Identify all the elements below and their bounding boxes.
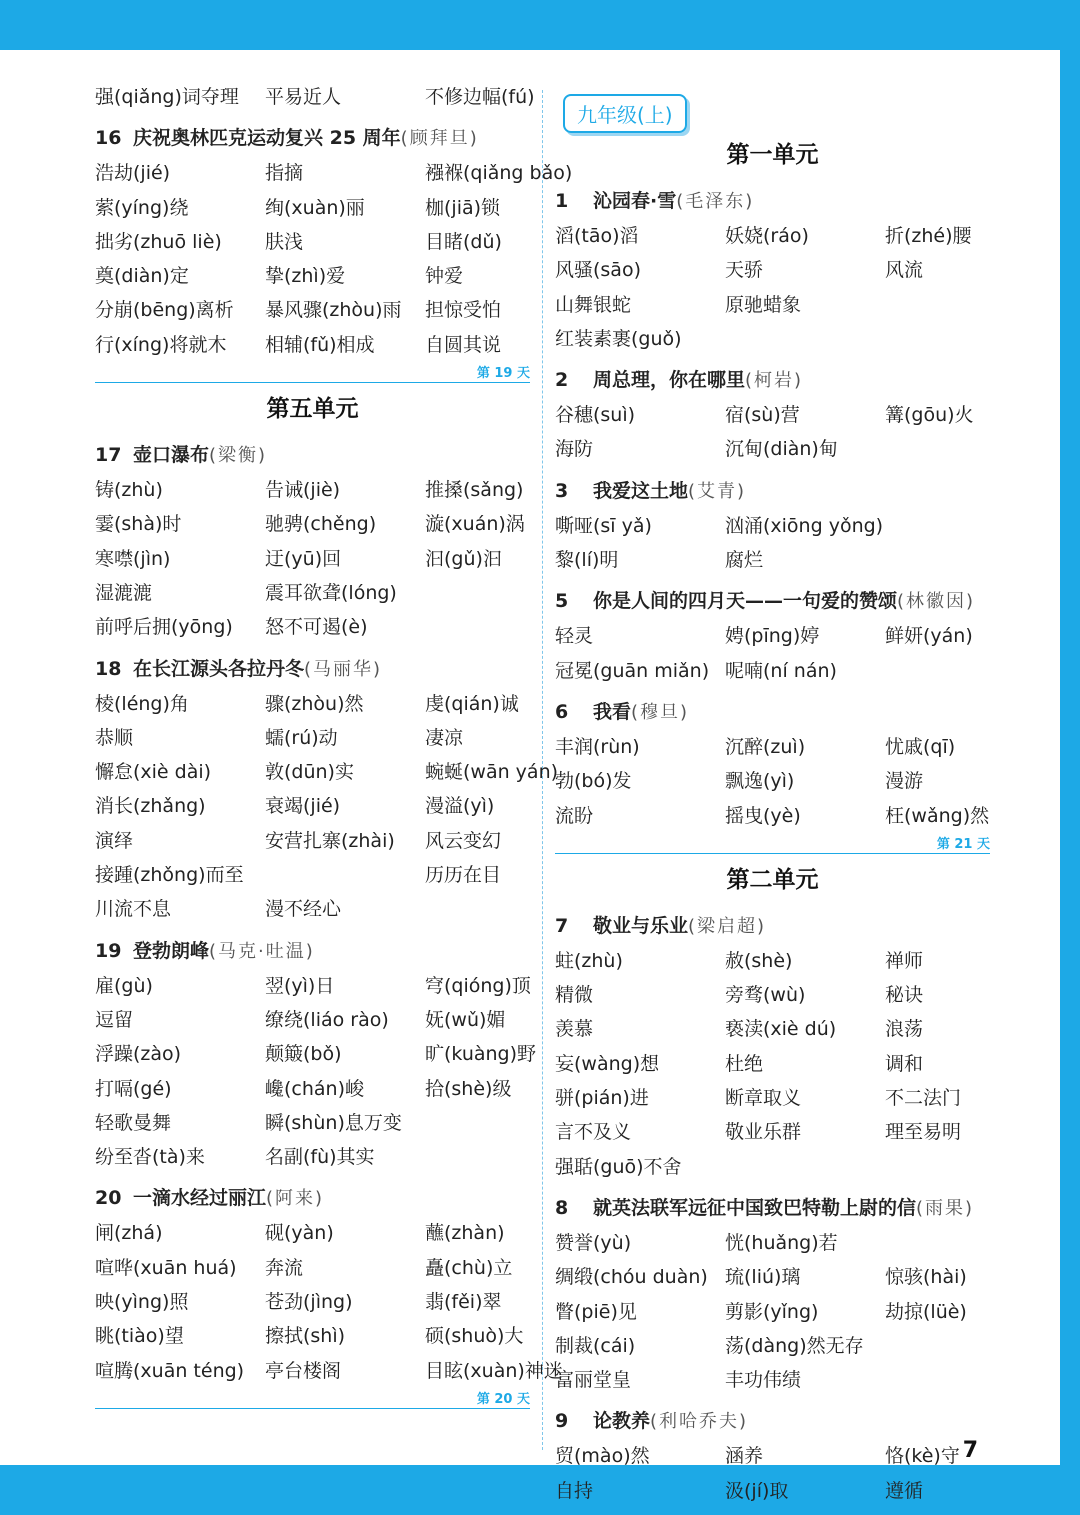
vocab-row <box>555 1150 990 1184</box>
vocab-row <box>95 610 530 644</box>
vocab-row <box>95 858 530 892</box>
vocab-word: 篝(gōu)火 <box>885 404 974 427</box>
vocab-word: 红装素裹(guǒ) <box>555 327 682 350</box>
vocab-word: 翡(fěi)翠 <box>425 1291 502 1314</box>
lesson-name: 沁园春·雪 <box>593 190 677 212</box>
vocab-row <box>555 978 990 1012</box>
vocab-row <box>555 509 990 543</box>
lesson-title <box>555 183 990 219</box>
vocab-row <box>95 755 559 789</box>
vocab-word: 怒不可遏(è) <box>265 616 368 639</box>
vocab-row <box>95 80 535 114</box>
vocab-word: 娉(pīng)婷 <box>725 625 820 648</box>
vocab-word: 虔(qián)诚 <box>425 692 519 715</box>
lesson-title <box>555 583 990 619</box>
vocab-word: 纷至沓(tà)来 <box>95 1146 205 1169</box>
vocab-row <box>95 293 530 327</box>
lesson-author: (马丽华) <box>304 658 383 680</box>
lesson-number: 16 <box>95 127 122 150</box>
lesson-number: 17 <box>95 444 122 467</box>
vocab-word: 擦拭(shì) <box>265 1325 346 1348</box>
lesson-title <box>555 1190 990 1226</box>
vocab-word: 汩(gǔ)汩 <box>425 547 502 570</box>
vocab-word <box>885 322 990 356</box>
vocab-word: 迂(yū)回 <box>265 547 342 570</box>
vocab-word: 黎(lí)明 <box>555 549 619 572</box>
vocab-word: 闸(zhá) <box>95 1222 163 1245</box>
page-number: 7 <box>962 1438 978 1463</box>
vocab-word: 棱(léng)角 <box>95 692 189 715</box>
vocab-word: 懈怠(xiè dài) <box>95 761 212 784</box>
vocab-word: 亭台楼阁 <box>265 1359 342 1382</box>
vocab-row <box>95 1354 563 1388</box>
vocab-word: 汹涌(xiōng yǒng) <box>725 514 884 537</box>
vocab-word: 铸(zhù) <box>95 479 163 502</box>
vocab-word: 矗(chù)立 <box>425 1256 513 1279</box>
vocab-word: 绸缎(chóu duàn) <box>555 1266 708 1289</box>
vocab-word: 穹(qióng)顶 <box>425 974 531 997</box>
vocab-row <box>95 1216 530 1250</box>
vocab-row <box>95 156 573 190</box>
vocab-word: 驰骋(chěng) <box>265 513 377 536</box>
vocab-word: 恍(huǎng)若 <box>725 1231 838 1254</box>
vocab-word: 漫溢(yì) <box>425 795 495 818</box>
vocab-row <box>555 543 990 577</box>
vocab-row <box>95 1319 530 1353</box>
vocab-word: 敦(dūn)实 <box>265 761 354 784</box>
vocab-row <box>555 1329 990 1363</box>
vocab-row <box>95 1106 530 1140</box>
vocab-word: 担惊受怕 <box>425 299 502 322</box>
vocab-word: 蜿蜒(wān yán) <box>425 761 559 784</box>
vocab-word: 海防 <box>555 438 594 461</box>
vocab-word <box>265 858 425 892</box>
vocab-word: 沉醉(zuì) <box>725 735 806 758</box>
vocab-word: 旁骛(wù) <box>725 984 806 1007</box>
vocab-word: 妩(wǔ)媚 <box>425 1008 506 1031</box>
lesson-name: 庆祝奥林匹克运动复兴 25 周年 <box>133 127 401 150</box>
lesson-number: 19 <box>95 939 122 962</box>
vocab-word: 漫游 <box>885 770 924 793</box>
vocab-word: 亵渎(xiè dú) <box>725 1018 837 1041</box>
vocab-row <box>555 764 990 798</box>
vocab-word: 漫不经心 <box>265 898 342 921</box>
vocab-row <box>555 1439 990 1473</box>
vocab-word: 襁褓(qiǎng bǎo) <box>425 162 573 185</box>
vocab-word: 原驰蜡象 <box>725 293 802 316</box>
day-label: 第 21 天 <box>936 836 990 852</box>
vocab-word: 砚(yàn) <box>265 1222 334 1245</box>
lesson-author: (雨果) <box>916 1197 975 1219</box>
vocab-word: 自持 <box>555 1479 594 1502</box>
vocab-word: 贸(mào)然 <box>555 1445 650 1468</box>
vocab-word: 湿漉漉 <box>95 581 153 604</box>
lesson-title <box>95 933 530 969</box>
vocab-word: 敬业乐群 <box>725 1121 802 1144</box>
vocab-row <box>555 1047 990 1081</box>
vocab-word: 震耳欲聋(lóng) <box>265 581 397 604</box>
vocab-row <box>95 473 530 507</box>
vocab-word: 风云变幻 <box>425 829 502 852</box>
vocab-word <box>885 288 990 322</box>
vocab-word: 呢喃(ní nán) <box>725 659 837 682</box>
vocab-word: 惊骇(hài) <box>885 1266 967 1289</box>
vocab-word: 接踵(zhǒng)而至 <box>95 864 244 887</box>
vocab-word: 丰润(rùn) <box>555 735 640 758</box>
vocab-word: 遵循 <box>885 1479 924 1502</box>
vocab-row <box>555 1474 990 1508</box>
vocab-word: 瞬(shùn)息万变 <box>265 1111 402 1134</box>
vocab-row <box>555 1363 990 1397</box>
vocab-word: 骈(pián)进 <box>555 1087 649 1110</box>
lesson-title <box>95 651 530 687</box>
vocab-row <box>555 654 990 688</box>
vocab-word: 蛀(zhù) <box>555 949 623 972</box>
vocab-word: 历历在目 <box>425 864 502 887</box>
vocab-word: 暴风骤(zhòu)雨 <box>265 299 402 322</box>
vocab-word: 断章取义 <box>725 1087 802 1110</box>
lesson-author: (艾青) <box>688 480 747 502</box>
vocab-word <box>885 509 990 543</box>
vocab-row <box>555 432 990 466</box>
vocab-word: 汲(jí)取 <box>725 1479 789 1502</box>
vocab-word: 丰功伟绩 <box>725 1369 802 1392</box>
vocab-word: 霎(shà)时 <box>95 513 182 536</box>
lesson-name: 一滴水经过丽江 <box>133 1187 267 1210</box>
vocab-word: 目睹(dǔ) <box>425 230 502 253</box>
vocab-word: 浩劫(jié) <box>95 162 171 185</box>
vocab-word: 名副(fù)其实 <box>265 1146 375 1169</box>
vocab-word: 缭绕(liáo rào) <box>265 1008 389 1031</box>
vocab-word: 自圆其说 <box>425 333 502 356</box>
vocab-row <box>95 1285 530 1319</box>
vocab-word: 雇(gù) <box>95 974 153 997</box>
vocab-word <box>425 1106 530 1140</box>
vocab-word <box>885 543 990 577</box>
vocab-word: 涵养 <box>725 1445 764 1468</box>
day-label: 第 20 天 <box>476 1391 530 1407</box>
lesson-title <box>555 362 990 398</box>
vocab-row <box>555 1012 990 1046</box>
vocab-word: 打嗝(gé) <box>95 1077 172 1100</box>
lesson-author: (顾拜旦) <box>400 128 479 150</box>
vocab-word: 秘诀 <box>885 984 924 1007</box>
vocab-word: 衰竭(jié) <box>265 795 341 818</box>
vocab-word: 寒噤(jìn) <box>95 547 171 570</box>
vocab-word <box>885 1363 990 1397</box>
vocab-word: 荡(dàng)然无存 <box>725 1334 864 1357</box>
vocab-word: 劫掠(lüè) <box>885 1300 967 1323</box>
lesson-name: 壶口瀑布 <box>133 444 210 467</box>
vocab-row <box>95 1003 530 1037</box>
vocab-word <box>425 892 530 926</box>
vocab-word: 天骄 <box>725 259 764 282</box>
vocab-row <box>555 219 990 253</box>
vocab-row <box>555 253 990 287</box>
vocab-row <box>95 259 530 293</box>
day-marker <box>95 362 530 383</box>
lesson-number: 7 <box>555 914 569 937</box>
vocab-row <box>95 1037 537 1071</box>
vocab-word: 硕(shuò)大 <box>425 1325 524 1348</box>
vocab-word: 枷(jiā)锁 <box>425 196 501 219</box>
vocab-word: 羡慕 <box>555 1018 594 1041</box>
vocab-word: 枉(wǎng)然 <box>885 804 990 827</box>
vocab-row <box>95 969 530 1003</box>
vocab-row <box>555 944 990 978</box>
vocab-word: 浮躁(zào) <box>95 1043 182 1066</box>
vocab-row <box>555 288 990 322</box>
vocab-word: 分崩(bēng)离析 <box>95 299 234 322</box>
vocab-word: 剪影(yǐng) <box>725 1300 819 1323</box>
vocab-word: 腐烂 <box>725 549 764 572</box>
lesson-number: 8 <box>555 1196 569 1219</box>
unit-heading: 第一单元 <box>726 142 819 168</box>
vocab-word: 轻歌曼舞 <box>95 1111 172 1134</box>
grade-label: 九年级(上) <box>563 94 687 133</box>
vocab-word: 喧腾(xuān téng) <box>95 1359 245 1382</box>
vocab-word: 蠕(rú)动 <box>265 726 338 749</box>
lesson-author: (穆旦) <box>631 701 690 723</box>
vocab-row <box>95 892 530 926</box>
lesson-title <box>555 473 990 509</box>
vocab-row <box>555 799 990 833</box>
vocab-row <box>555 1295 990 1329</box>
lesson-number: 1 <box>555 190 569 212</box>
unit-heading: 第二单元 <box>726 866 819 893</box>
vocab-row <box>555 619 990 653</box>
vocab-word: 萦(yíng)绕 <box>95 196 189 219</box>
vocab-word: 言不及义 <box>555 1121 632 1144</box>
vocab-word: 演绎 <box>95 829 134 852</box>
lesson-author: (梁衡) <box>209 445 268 467</box>
vocab-word: 宿(sù)营 <box>725 404 800 427</box>
vocab-word: 奔流 <box>265 1256 304 1279</box>
lesson-author: (阿来) <box>266 1188 325 1210</box>
vocab-word: 飘逸(yì) <box>725 770 795 793</box>
vocab-word: 杜绝 <box>725 1052 764 1075</box>
vocab-word <box>885 432 990 466</box>
vocab-word: 嘶哑(sī yǎ) <box>555 514 652 537</box>
lesson-number: 5 <box>555 590 569 613</box>
vocab-row <box>95 824 530 858</box>
vocab-word: 肤浅 <box>265 230 304 253</box>
vocab-word: 鲜妍(yán) <box>885 625 973 648</box>
lesson-author: (利哈乔夫) <box>650 1411 749 1433</box>
vocab-word <box>425 576 530 610</box>
vocab-word: 浪荡 <box>885 1018 924 1041</box>
vocab-word: 奠(diàn)定 <box>95 265 189 288</box>
lesson-title <box>555 1403 990 1439</box>
vocab-word: 翌(yì)日 <box>265 974 335 997</box>
vocab-word <box>725 1150 885 1184</box>
vocab-row <box>95 789 530 823</box>
lesson-name: 周总理，你在哪里 <box>593 369 746 392</box>
vocab-word: 不二法门 <box>885 1087 962 1110</box>
vocab-word <box>885 1226 990 1260</box>
vocab-word: 强聒(guō)不舍 <box>555 1155 682 1178</box>
lesson-title <box>555 908 990 944</box>
vocab-row <box>555 322 990 356</box>
vocab-word: 精微 <box>555 984 594 1007</box>
day-marker <box>555 833 990 854</box>
vocab-word: 平易近人 <box>265 86 342 108</box>
vocab-row <box>95 1140 530 1174</box>
vocab-word: 挚(zhì)爱 <box>265 265 346 288</box>
lesson-name: 敬业与乐业 <box>593 914 689 937</box>
lesson-name: 就英法联军远征中国致巴特勒上尉的信 <box>593 1196 917 1219</box>
vocab-word: 告诫(jiè) <box>265 479 341 502</box>
vocab-word <box>425 610 530 644</box>
vocab-word: 钟爱 <box>425 265 464 288</box>
vocab-word: 逗留 <box>95 1008 134 1031</box>
vocab-row <box>555 1226 990 1260</box>
unit-heading: 第五单元 <box>266 396 359 423</box>
vocab-word: 骤(zhòu)然 <box>265 692 364 715</box>
vocab-word: 颠簸(bǒ) <box>265 1043 342 1066</box>
workbook-page <box>0 50 1060 1502</box>
vocab-word: 行(xíng)将就木 <box>95 333 227 356</box>
vocab-word: 理至易明 <box>885 1121 962 1144</box>
vocab-row <box>555 730 990 764</box>
vocab-word: 前呼后拥(yōng) <box>95 616 233 639</box>
lesson-number: 2 <box>555 369 569 392</box>
vocab-word: 轻灵 <box>555 625 594 648</box>
vocab-word: 不修边幅(fú) <box>425 86 535 108</box>
vocab-row <box>555 1260 990 1294</box>
lesson-author: (梁启超) <box>688 915 767 937</box>
lesson-title <box>95 120 530 156</box>
vocab-word: 恭顺 <box>95 726 134 749</box>
vocab-word: 凄凉 <box>425 726 464 749</box>
vocab-word: 沉甸(diàn)甸 <box>725 438 838 461</box>
vocab-row <box>95 225 530 259</box>
vocab-word: 推搡(sǎng) <box>425 479 524 502</box>
lesson-name: 我看 <box>593 700 632 723</box>
vocab-word: 旷(kuàng)野 <box>425 1043 537 1066</box>
vocab-word: 滔(tāo)滔 <box>555 225 639 247</box>
vocab-word: 忧戚(qī) <box>885 735 956 758</box>
vocab-word: 喧哗(xuān huá) <box>95 1256 237 1279</box>
vocab-word: 妖娆(ráo) <box>725 225 809 247</box>
vocab-row <box>95 1072 530 1106</box>
vocab-word: 蘸(zhàn) <box>425 1222 505 1245</box>
vocab-word: 折(zhé)腰 <box>885 225 972 247</box>
lesson-number: 9 <box>555 1410 569 1433</box>
vocab-word <box>425 1140 530 1174</box>
lesson-title <box>95 437 530 473</box>
vocab-word: 映(yìng)照 <box>95 1291 189 1314</box>
vocab-word: 流盼 <box>555 804 594 827</box>
vocab-word: 冠冕(guān miǎn) <box>555 659 710 682</box>
vocab-word: 目眩(xuàn)神迷 <box>425 1359 563 1382</box>
lesson-number: 3 <box>555 479 569 502</box>
vocab-word: 山舞银蛇 <box>555 293 632 316</box>
lesson-author: (林徽因) <box>897 591 976 613</box>
vocab-word: 勃(bó)发 <box>555 770 632 793</box>
vocab-row <box>95 542 530 576</box>
lesson-author: (马克·吐温) <box>209 940 315 962</box>
vocab-word: 川流不息 <box>95 898 172 921</box>
left-column <box>95 50 573 1413</box>
vocab-word: 绚(xuàn)丽 <box>265 196 365 219</box>
lesson-author: (柯岩) <box>745 370 804 392</box>
vocab-word <box>885 1150 990 1184</box>
vocab-word: 强(qiǎng)词夺理 <box>95 86 239 108</box>
vocab-word: 漩(xuán)涡 <box>425 513 525 536</box>
vocab-row <box>555 1081 990 1115</box>
vocab-row <box>95 687 530 721</box>
vocab-row <box>555 398 990 432</box>
vocab-word <box>725 322 885 356</box>
lesson-name: 论教养 <box>593 1410 651 1433</box>
vocab-word <box>885 654 990 688</box>
vocab-word: 调和 <box>885 1052 924 1075</box>
lesson-number: 20 <box>95 1187 122 1210</box>
vocab-word: 富丽堂皇 <box>555 1369 632 1392</box>
vocab-word: 恪(kè)守 <box>885 1445 960 1468</box>
vocab-word: 赞誉(yù) <box>555 1231 632 1254</box>
lesson-name: 我爱这土地 <box>593 479 689 502</box>
vocab-word: 风骚(sāo) <box>555 259 641 282</box>
vocab-word: 相辅(fǔ)相成 <box>265 333 375 356</box>
vocab-word: 苍劲(jìng) <box>265 1291 353 1314</box>
lesson-name: 登勃朗峰 <box>133 939 210 962</box>
vocab-word: 赦(shè) <box>725 949 793 972</box>
vocab-word: 妄(wàng)想 <box>555 1052 660 1075</box>
day-marker <box>95 1388 530 1409</box>
vocab-word: 指摘 <box>265 162 304 185</box>
vocab-word: 拙劣(zhuō liè) <box>95 230 222 253</box>
vocab-row <box>95 576 530 610</box>
vocab-word: 琉(liú)璃 <box>725 1266 801 1289</box>
right-column <box>555 50 990 1508</box>
lesson-name: 你是人间的四月天——一句爱的赞颂 <box>593 590 898 613</box>
vocab-word: 拾(shè)级 <box>425 1077 512 1100</box>
vocab-word: 眺(tiào)望 <box>95 1325 184 1348</box>
lesson-number: 6 <box>555 700 569 723</box>
lesson-title <box>555 694 990 730</box>
vocab-word: 禅师 <box>885 949 924 972</box>
vocab-word: 安营扎寨(zhài) <box>265 829 395 852</box>
vocab-word: 摇曳(yè) <box>725 804 801 827</box>
vocab-word: 风流 <box>885 259 924 282</box>
lesson-name: 在长江源头各拉丹冬 <box>133 657 305 680</box>
vocab-word <box>885 1329 990 1363</box>
vocab-row <box>95 191 530 225</box>
vocab-word: 谷穗(suì) <box>555 404 636 427</box>
vocab-row <box>555 1115 990 1149</box>
vocab-row <box>95 1251 530 1285</box>
vocab-word: 制裁(cái) <box>555 1334 636 1357</box>
vocab-row <box>95 328 530 362</box>
vocab-word: 消长(zhǎng) <box>95 795 206 818</box>
vocab-word: 瞥(piē)见 <box>555 1300 637 1323</box>
vocab-row <box>95 721 530 755</box>
lesson-author: (毛泽东) <box>676 191 755 212</box>
vocab-row <box>95 507 530 541</box>
lesson-number: 18 <box>95 657 122 680</box>
vocab-word: 巉(chán)峻 <box>265 1077 364 1100</box>
day-label: 第 19 天 <box>476 366 530 382</box>
lesson-title <box>95 1180 530 1216</box>
